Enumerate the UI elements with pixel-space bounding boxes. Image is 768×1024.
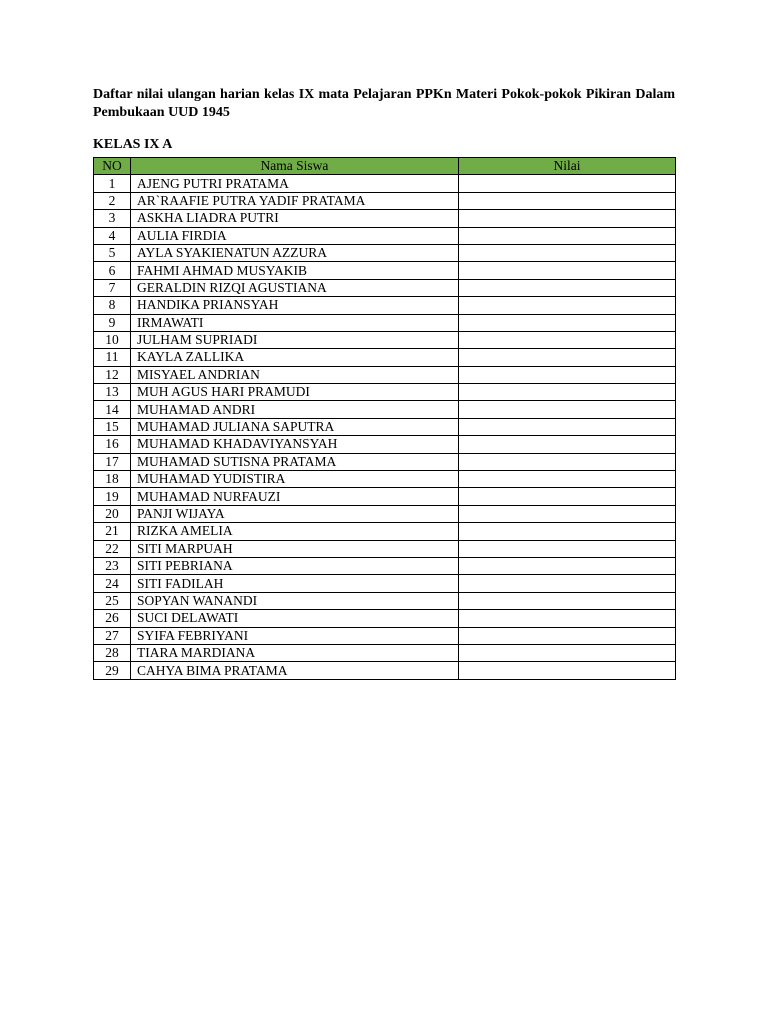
student-name: SITI PEBRIANA (131, 557, 459, 574)
table-row (94, 401, 676, 418)
column-header-no: NO (94, 158, 131, 175)
score-cell (459, 575, 676, 592)
table-row (94, 175, 676, 192)
student-name: AR`RAAFIE PUTRA YADIF PRATAMA (131, 192, 459, 209)
table-row (94, 488, 676, 505)
table-row (94, 471, 676, 488)
row-number: 29 (94, 662, 131, 679)
row-number: 13 (94, 384, 131, 401)
score-cell (459, 453, 676, 470)
row-number: 5 (94, 244, 131, 261)
table-row (94, 279, 676, 296)
row-number: 18 (94, 471, 131, 488)
row-number: 15 (94, 418, 131, 435)
document-page (93, 86, 675, 680)
score-cell (459, 523, 676, 540)
table-row (94, 540, 676, 557)
score-cell (459, 192, 676, 209)
student-name: AULIA FIRDIA (131, 227, 459, 244)
student-name: RIZKA AMELIA (131, 523, 459, 540)
student-name: TIARA MARDIANA (131, 644, 459, 661)
row-number: 2 (94, 192, 131, 209)
score-cell (459, 314, 676, 331)
student-name: SITI MARPUAH (131, 540, 459, 557)
student-name: MUHAMAD SUTISNA PRATAMA (131, 453, 459, 470)
student-name: SOPYAN WANANDI (131, 592, 459, 609)
row-number: 10 (94, 331, 131, 348)
score-cell (459, 610, 676, 627)
student-name: GERALDIN RIZQI AGUSTIANA (131, 279, 459, 296)
score-cell (459, 331, 676, 348)
student-name: FAHMI AHMAD MUSYAKIB (131, 262, 459, 279)
student-name: ASKHA LIADRA PUTRI (131, 210, 459, 227)
score-cell (459, 227, 676, 244)
table-row (94, 210, 676, 227)
student-name: SUCI DELAWATI (131, 610, 459, 627)
score-cell (459, 436, 676, 453)
score-cell (459, 662, 676, 679)
student-name: AJENG PUTRI PRATAMA (131, 175, 459, 192)
row-number: 4 (94, 227, 131, 244)
score-cell (459, 557, 676, 574)
table-row (94, 366, 676, 383)
student-name: MUHAMAD YUDISTIRA (131, 471, 459, 488)
student-name: HANDIKA PRIANSYAH (131, 297, 459, 314)
table-row (94, 192, 676, 209)
row-number: 9 (94, 314, 131, 331)
score-cell (459, 540, 676, 557)
table-header-row (94, 158, 676, 175)
student-name: SITI FADILAH (131, 575, 459, 592)
score-cell (459, 349, 676, 366)
student-name: MUHAMAD JULIANA SAPUTRA (131, 418, 459, 435)
student-name: IRMAWATI (131, 314, 459, 331)
score-cell (459, 175, 676, 192)
score-cell (459, 471, 676, 488)
score-cell (459, 244, 676, 261)
student-name: MUHAMAD ANDRI (131, 401, 459, 418)
table-row (94, 557, 676, 574)
score-cell (459, 592, 676, 609)
row-number: 14 (94, 401, 131, 418)
score-cell (459, 488, 676, 505)
table-row (94, 384, 676, 401)
table-row (94, 627, 676, 644)
row-number: 19 (94, 488, 131, 505)
table-row (94, 644, 676, 661)
score-cell (459, 401, 676, 418)
student-name: JULHAM SUPRIADI (131, 331, 459, 348)
table-row (94, 418, 676, 435)
table-row (94, 610, 676, 627)
table-row (94, 349, 676, 366)
student-name: AYLA SYAKIENATUN AZZURA (131, 244, 459, 261)
score-cell (459, 418, 676, 435)
student-name: PANJI WIJAYA (131, 505, 459, 522)
student-name: MUHAMAD NURFAUZI (131, 488, 459, 505)
row-number: 8 (94, 297, 131, 314)
document-title: Daftar nilai ulangan harian kelas IX mata Pelajaran PPKn Materi Pokok-pokok Pikiran Dalam Pembukaan UUD 1945 (93, 87, 675, 120)
score-cell (459, 297, 676, 314)
table-row (94, 262, 676, 279)
class-heading: KELAS IX A (93, 137, 173, 152)
score-cell (459, 279, 676, 296)
table-row (94, 297, 676, 314)
table-row (94, 244, 676, 261)
row-number: 12 (94, 366, 131, 383)
row-number: 25 (94, 592, 131, 609)
table-row (94, 227, 676, 244)
student-name: CAHYA BIMA PRATAMA (131, 662, 459, 679)
row-number: 28 (94, 644, 131, 661)
column-header-name: Nama Siswa (131, 158, 459, 175)
row-number: 24 (94, 575, 131, 592)
score-cell (459, 366, 676, 383)
student-name: KAYLA ZALLIKA (131, 349, 459, 366)
score-cell (459, 644, 676, 661)
row-number: 7 (94, 279, 131, 296)
row-number: 3 (94, 210, 131, 227)
score-cell (459, 210, 676, 227)
grades-table (93, 157, 676, 680)
table-row (94, 523, 676, 540)
student-name: MISYAEL ANDRIAN (131, 366, 459, 383)
row-number: 26 (94, 610, 131, 627)
table-row (94, 331, 676, 348)
table-row (94, 505, 676, 522)
table-row (94, 662, 676, 679)
score-cell (459, 262, 676, 279)
table-row (94, 575, 676, 592)
row-number: 20 (94, 505, 131, 522)
student-name: MUH AGUS HARI PRAMUDI (131, 384, 459, 401)
column-header-score: Nilai (459, 158, 676, 175)
table-row (94, 314, 676, 331)
score-cell (459, 505, 676, 522)
table-row (94, 453, 676, 470)
student-name: MUHAMAD KHADAVIYANSYAH (131, 436, 459, 453)
row-number: 6 (94, 262, 131, 279)
table-row (94, 592, 676, 609)
row-number: 17 (94, 453, 131, 470)
row-number: 27 (94, 627, 131, 644)
student-name: SYIFA FEBRIYANI (131, 627, 459, 644)
row-number: 23 (94, 557, 131, 574)
row-number: 16 (94, 436, 131, 453)
score-cell (459, 627, 676, 644)
row-number: 1 (94, 175, 131, 192)
row-number: 22 (94, 540, 131, 557)
table-body (94, 175, 676, 679)
row-number: 11 (94, 349, 131, 366)
score-cell (459, 384, 676, 401)
row-number: 21 (94, 523, 131, 540)
table-row (94, 436, 676, 453)
